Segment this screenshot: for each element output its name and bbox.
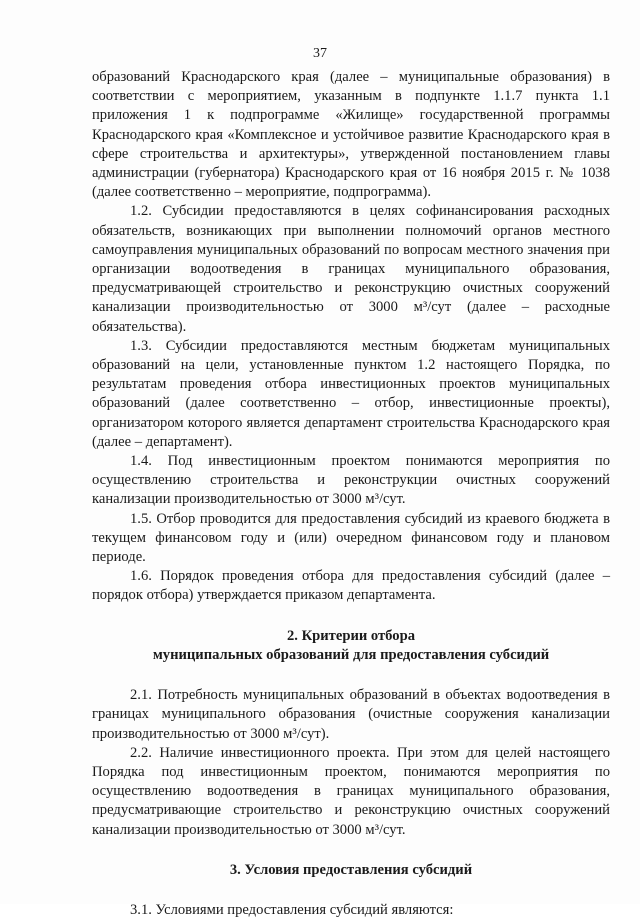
section-2-heading-line-2: муниципальных образований для предоставления субсидий [152, 646, 550, 663]
paragraph-1-5: 1.5. Отбор проводится для предоставления субсидий из краевого бюджета в текущем финансовом году и (или) очередном финансовом году и плановом периоде. [92, 510, 610, 566]
paragraph-3-1: 3.1. Условиями предоставления субсидий являются: [130, 901, 454, 918]
section-3-heading [92, 861, 610, 880]
paragraph-1-3: 1.3. Субсидии предоставляются местным бюджетам муниципальных образований на цели, установленные пунктом 1.2 настоящего Порядка, по результатам проведения отбора инвестиционных проектов муниципальных образований (далее соответственно – отбор, инвестиционные проекты), организатором которого является департамент строительства Краснодарского края (далее – департамент). [92, 337, 610, 450]
section-2-heading-line-1: 2. Критерии отбора [286, 627, 416, 644]
paragraph-1-2: 1.2. Субсидии предоставляются в целях софинансирования расходных обязательств, возникающих при выполнении полномочий органов местного самоуправления муниципальных образований по вопросам местного значения при организации водоотведения в границах муниципального образования, предусматривающей строительство и реконструкцию очистных сооружений канализации производительностью от 3000 м³/сут (далее – расходные обязательства). [92, 203, 610, 335]
paragraph-2-2: 2.2. Наличие инвестиционного проекта. При этом для целей настоящего Порядка под инвестиционным проектом, понимаются мероприятия по осуществлению водоотведения в границах муниципального образования, предусматривающие строительство и реконструкцию очистных сооружений канализации производительностью от 3000 м³/сут. [92, 744, 610, 838]
paragraph-1-6: 1.6. Порядок проведения отбора для предоставления субсидий (далее – порядок отбора) утверждается приказом департамента. [92, 568, 610, 604]
document-body [92, 68, 610, 920]
intro-paragraph: образований Краснодарского края (далее – муниципальные образования) в соответствии с мероприятием, указанным в подпункте 1.1.7 пункта 1.1 приложения 1 к подпрограмме «Жилище» государственной программы Краснодарского края «Комплексное и устойчивое развитие Краснодарского края в сфере строительства и архитектуры», утвержденной постановлением главы администрации (губернатора) Краснодарского края от 16 ноября 2015 г. № 1038 (далее соответственно – мероприятие, подпрограмма). [92, 69, 610, 201]
section-2-heading [92, 627, 610, 665]
paragraph-2-1: 2.1. Потребность муниципальных образований в объектах водоотведения в границах муниципального образования (очистные сооружения канализации производительностью от 3000 м³/сут). [92, 687, 610, 742]
page-number: 37 [313, 46, 327, 61]
paragraph-1-4: 1.4. Под инвестиционным проектом понимаются мероприятия по осуществлению строительства и реконструкции очистных сооружений канализации производительностью от 3000 м³/сут. [92, 453, 610, 508]
section-3-heading-line: 3. Условия предоставления субсидий [229, 861, 473, 878]
